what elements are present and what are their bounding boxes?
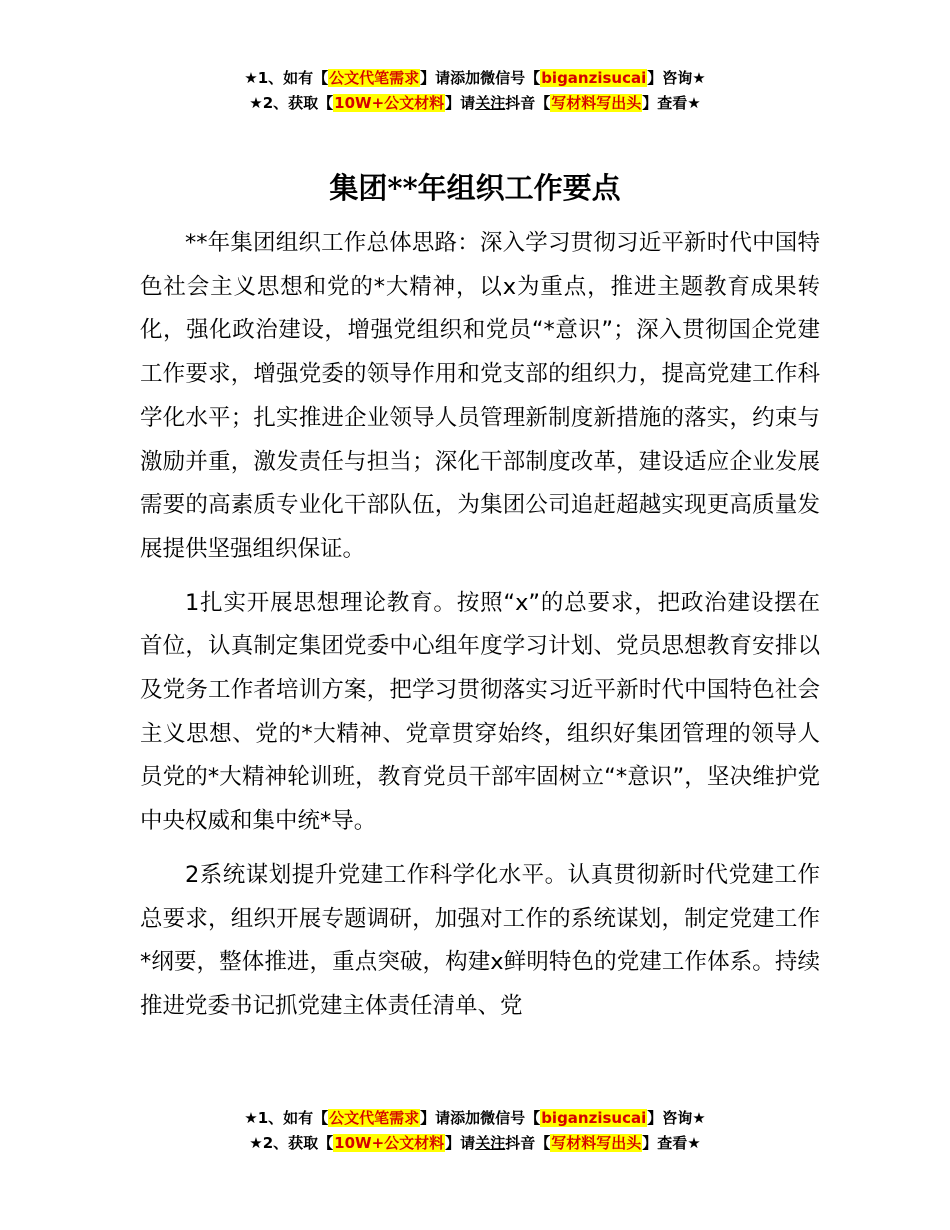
paragraph-item-2: 2系统谋划提升党建工作科学化水平。认真贯彻新时代党建工作总要求，组织开展专题调研，加强对工作的系统谋划，制定党建工作*纲要，整体推进，重点突破，构建x鲜明特色的党建工作体系。持续推进党委书记抓党建主体责任清单、党	[140, 861, 820, 1019]
highlight-materials: 10W+公文材料	[334, 1134, 445, 1152]
highlight-ghostwriting: 公文代笔需求	[329, 1109, 420, 1127]
star-icon: ★	[687, 1134, 701, 1152]
document-body	[140, 222, 820, 1029]
star-icon: ★	[687, 94, 701, 112]
star-icon: ★	[244, 1109, 258, 1127]
footer-banner	[0, 1106, 950, 1156]
star-icon: ★	[249, 1134, 263, 1152]
highlight-materials: 10W+公文材料	[334, 94, 445, 112]
header-banner	[0, 66, 950, 116]
star-icon: ★	[692, 1109, 706, 1127]
document-title: 集团**年组织工作要点	[329, 171, 621, 205]
star-icon: ★	[244, 69, 258, 87]
highlight-wechat-id: biganzisucai	[541, 69, 647, 87]
highlight-douyin: 写材料写出头	[551, 94, 642, 112]
banner-line-1: ★1、如有【公文代笔需求】请添加微信号【biganzisucai】咨询★	[244, 1109, 706, 1127]
banner-line-2: ★2、获取【10W+公文材料】请关注抖音【写材料写出头】查看★	[249, 94, 701, 112]
banner-line-1: ★1、如有【公文代笔需求】请添加微信号【biganzisucai】咨询★	[244, 69, 706, 87]
underlined-follow: 关注	[475, 94, 506, 112]
underlined-follow: 关注	[475, 1134, 506, 1152]
paragraph-overview: **年集团组织工作总体思路：深入学习贯彻习近平新时代中国特色社会主义思想和党的*大精神，以x为重点，推进主题教育成果转化，强化政治建设，增强党组织和党员“*意识”；深入贯彻国企党建工作要求，增强党委的领导作用和党支部的组织力，提高党建工作科学化水平；扎实推进企业领导人员管理新制度新措施的落实，约束与激励并重，激发责任与担当；深化干部制度改革，建设适应企业发展需要的高素质专业化干部队伍，为集团公司追赶超越实现更高质量发展提供坚强组织保证。	[140, 230, 820, 562]
star-icon: ★	[249, 94, 263, 112]
highlight-ghostwriting: 公文代笔需求	[329, 69, 420, 87]
highlight-douyin: 写材料写出头	[551, 1134, 642, 1152]
star-icon: ★	[692, 69, 706, 87]
paragraph-item-1: 1扎实开展思想理论教育。按照“x”的总要求，把政治建设摆在首位，认真制定集团党委中心组年度学习计划、党员思想教育安排以及党务工作者培训方案，把学习贯彻落实习近平新时代中国特色社会主义思想、党的*大精神、党章贯穿始终，组织好集团管理的领导人员党的*大精神轮训班，教育党员干部牢固树立“*意识”，坚决维护党中央权威和集中统*导。	[140, 589, 820, 835]
highlight-wechat-id: biganzisucai	[541, 1109, 647, 1127]
banner-line-2: ★2、获取【10W+公文材料】请关注抖音【写材料写出头】查看★	[249, 1134, 701, 1152]
